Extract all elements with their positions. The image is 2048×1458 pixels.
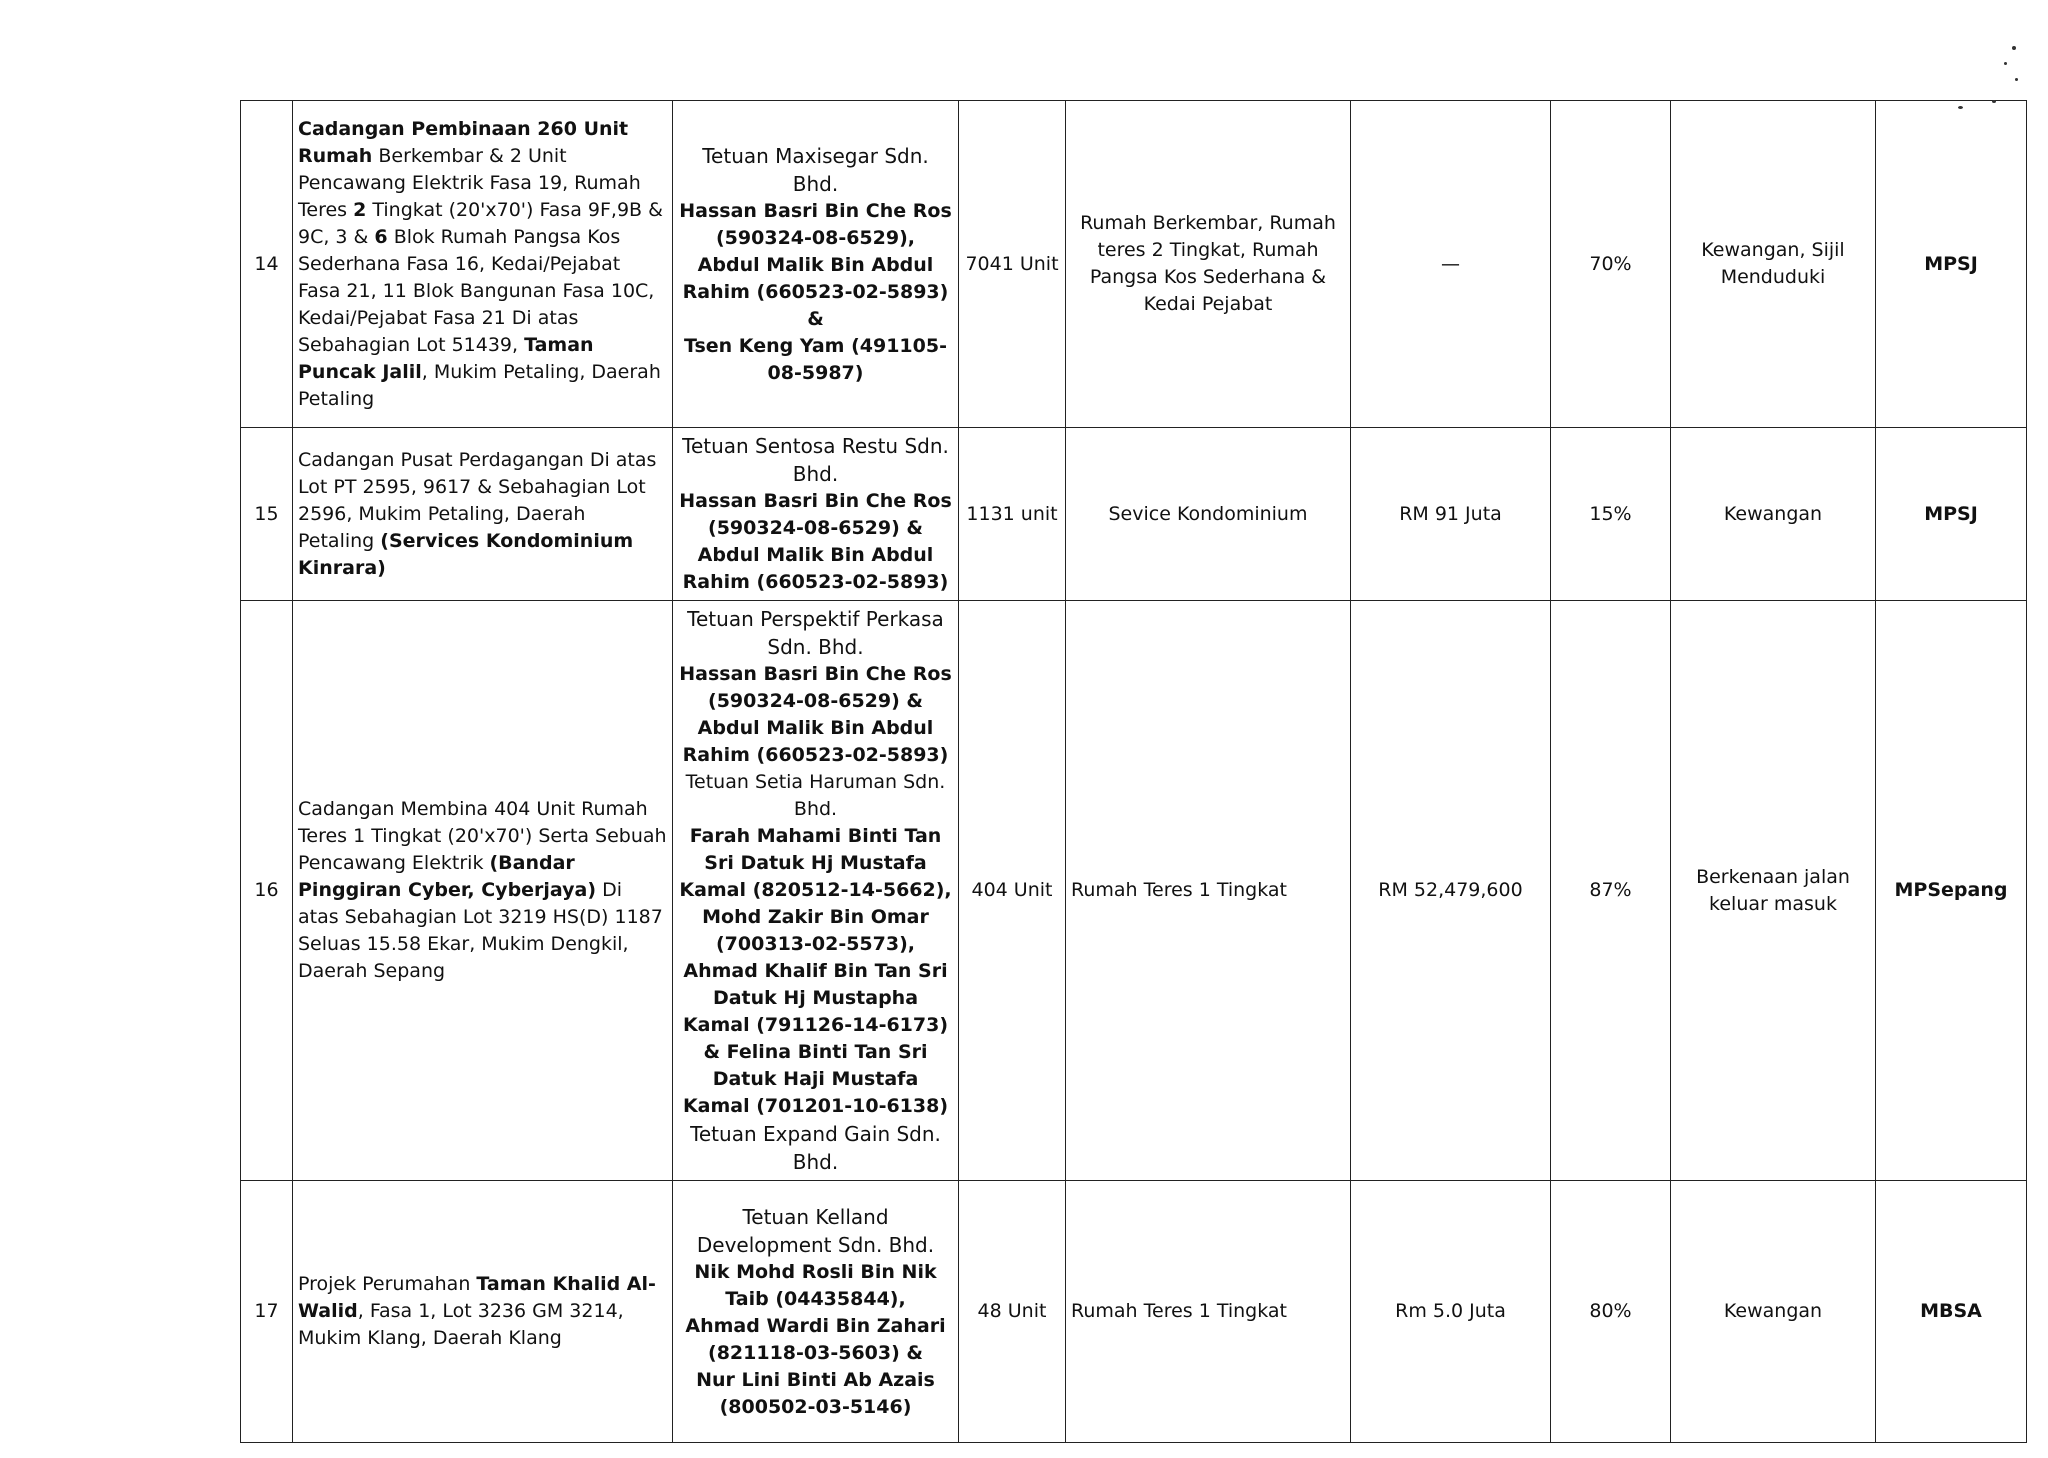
description-segment: Cadangan Pembinaan 260 Unit Rumah [298,117,629,167]
issue-text: Kewangan [1671,1181,1876,1443]
developer-company: Tetuan Kelland Development Sdn. Bhd. [696,1204,935,1257]
local-authority: MPSJ [1876,428,2027,601]
description-segment: Blok Rumah Pangsa Kos Sederhana Fasa 16, Kedai/Pejabat Fasa 21, 11 Blok Bangunan Fasa 10C, Kedai/Pejabat Fasa 21 Di atas Sebahagian Lot 51439, [298,225,655,356]
issue-text: Kewangan, Sijil Menduduki [1671,101,1876,428]
description-segment: , Fasa 1, Lot 3236 GM 3214, Mukim Klang, Daerah Klang [298,1300,624,1349]
local-authority: MPSJ [1876,101,2027,428]
project-value: — [1351,101,1551,428]
developer-cell [673,428,959,601]
progress-percent: 15% [1551,428,1671,601]
description-segment: Di atas Sebahagian Lot 3219 HS(D) 1187 Seluas 15.58 Ekar, Mukim Dengkil, Daerah Sepang [298,879,663,982]
scan-speck [2012,46,2016,50]
description-segment: 2 [353,198,367,221]
local-authority: MPSepang [1876,601,2027,1181]
description-segment: Cadangan Pusat Perdagangan Di atas Lot PT 2595, 9617 & Sebahagian Lot 2596, Mukim Petaling, Daerah Petaling [298,448,657,552]
developer-person: Abdul Malik Bin Abdul Rahim (660523-02-5893) [682,544,949,593]
scan-speck [2004,62,2007,65]
row-number: 15 [241,428,293,601]
issue-text: Kewangan [1671,428,1876,601]
table-body [241,101,2027,1443]
unit-count: 404 Unit [959,601,1066,1181]
progress-percent: 70% [1551,101,1671,428]
issue-text: Berkenaan jalan keluar masuk [1671,601,1876,1181]
developer-person: Abdul Malik Bin Abdul Rahim (660523-02-5893) & [682,253,949,330]
developer-company: Tetuan Maxisegar Sdn. Bhd. [702,143,929,196]
local-authority: MBSA [1876,1181,2027,1443]
developer-person: Farah Mahami Binti Tan Sri Datuk Hj Mustafa Kamal (820512-14-5662), Mohd Zakir Bin Omar (700313-02-5573), Ahmad Khalif Bin Tan Sri Datuk Hj Mustapha Kamal (791126-14-6173) & Felina Binti Tan Sri Datuk Haji Mustafa Kamal (701201-10-6138) [679,825,952,1117]
developer-person: Ahmad Wardi Bin Zahari (821118-03-5603) & [685,1314,946,1364]
project-value: RM 52,479,600 [1351,601,1551,1181]
developer-person: Tsen Keng Yam (491105-08-5987) [684,334,947,384]
developer-person: Nik Mohd Rosli Bin Nik Taib (04435844), [694,1260,937,1310]
row-number: 14 [241,101,293,428]
description-segment: (Bandar Pinggiran Cyber, Cyberjaya) [298,852,597,901]
housing-type: Rumah Berkembar, Rumah teres 2 Tingkat, Rumah Pangsa Kos Sederhana & Kedai Pejabat [1066,101,1351,428]
progress-percent: 80% [1551,1181,1671,1443]
project-description [293,428,673,601]
table-row [241,1181,2027,1443]
description-segment: Taman Puncak Jalil [298,333,594,383]
description-segment: , Mukim Petaling, Daerah Petaling [298,360,661,410]
developer-person: Tetuan Setia Haruman Sdn. Bhd. [685,771,946,820]
developer-cell [673,1181,959,1443]
developer-company: Tetuan Expand Gain Sdn. Bhd. [690,1122,941,1174]
row-number: 17 [241,1181,293,1443]
description-segment: Taman Khalid Al-Walid [298,1273,656,1322]
developer-company: Tetuan Perspektif Perkasa Sdn. Bhd. [687,607,944,659]
housing-type: Sevice Kondominium [1066,428,1351,601]
scan-speck [1992,100,1996,103]
project-description [293,601,673,1181]
developer-company: Tetuan Sentosa Restu Sdn. Bhd. [682,434,949,486]
description-segment: (Services Kondominium Kinrara) [298,529,634,579]
project-table [240,100,2027,1443]
developer-cell [673,601,959,1181]
table-row [241,428,2027,601]
progress-percent: 87% [1551,601,1671,1181]
unit-count: 48 Unit [959,1181,1066,1443]
description-segment: 6 [374,225,388,248]
table-row [241,601,2027,1181]
developer-person: Hassan Basri Bin Che Ros (590324-08-6529), [679,199,952,249]
developer-person: Hassan Basri Bin Che Ros (590324-08-6529) & [679,490,952,539]
row-number: 16 [241,601,293,1181]
description-segment: Tingkat (20'x70') Fasa 9F,9B & 9C, 3 & [298,198,663,248]
developer-person: Hassan Basri Bin Che Ros (590324-08-6529) & Abdul Malik Bin Abdul Rahim (660523-02-5893) [679,663,952,766]
scan-speck [1958,106,1963,109]
housing-type: Rumah Teres 1 Tingkat [1066,601,1351,1181]
table-row [241,101,2027,428]
developer-cell [673,101,959,428]
description-segment: Berkembar & 2 Unit Pencawang Elektrik Fasa 19, Rumah Teres [298,144,641,221]
project-value: Rm 5.0 Juta [1351,1181,1551,1443]
unit-count: 7041 Unit [959,101,1066,428]
description-segment: Cadangan Membina 404 Unit Rumah Teres 1 Tingkat (20'x70') Serta Sebuah Pencawang Elektrik [298,798,667,874]
developer-person: Nur Lini Binti Ab Azais (800502-03-5146) [696,1368,935,1418]
housing-type: Rumah Teres 1 Tingkat [1066,1181,1351,1443]
description-segment: Projek Perumahan [298,1273,477,1295]
project-description [293,101,673,428]
project-description [293,1181,673,1443]
scan-speck [2015,78,2018,81]
unit-count: 1131 unit [959,428,1066,601]
project-value: RM 91 Juta [1351,428,1551,601]
